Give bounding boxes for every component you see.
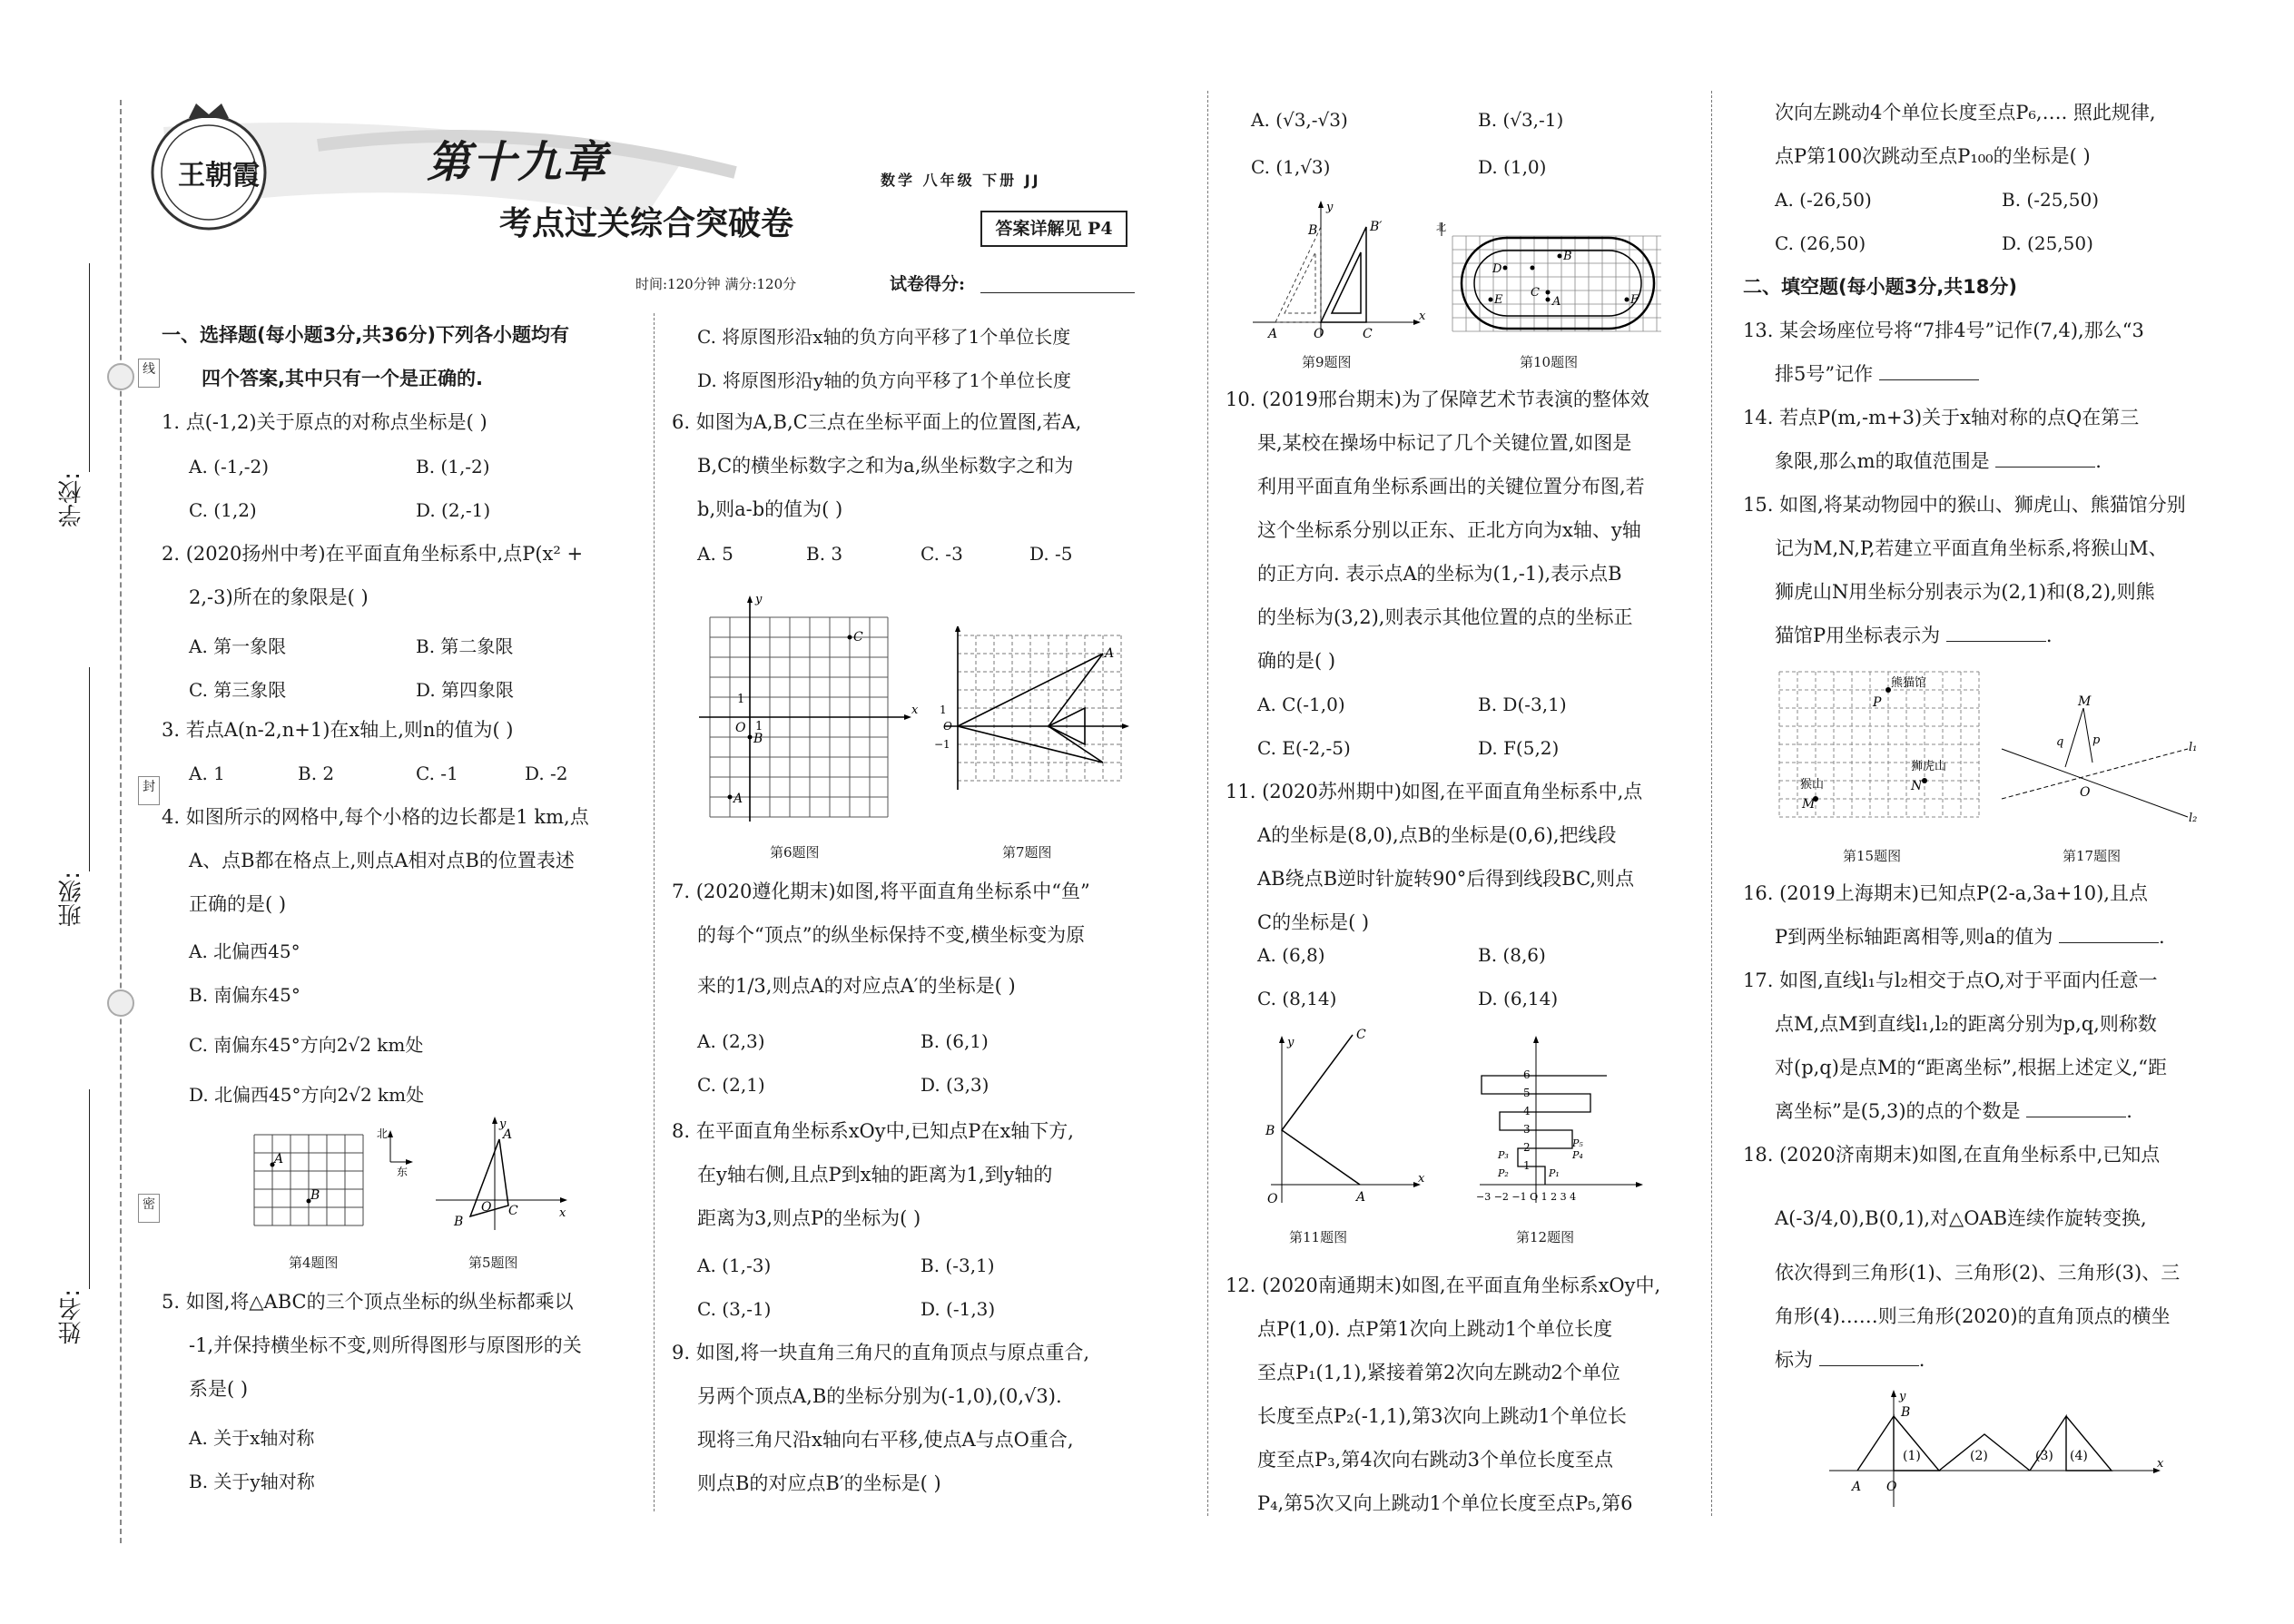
question-13: 13. 某会场座位号将“7排4号”记作(7,4),那么“3 <box>1743 320 2144 341</box>
question-9-cont: 现将三角尺沿x轴向右平移,使点A与点O重合, <box>697 1429 1074 1451</box>
caption-fig7: 第7题图 <box>1002 844 1052 861</box>
svg-text:(1): (1) <box>1903 1449 1921 1463</box>
question-10-cont: 的坐标为(3,2),则表示其他位置的点的坐标正 <box>1257 606 1633 628</box>
q9-option-c[interactable]: C. (1,√3) <box>1251 156 1331 178</box>
q8-option-a[interactable]: A. (1,-3) <box>697 1255 772 1276</box>
q3-option-a[interactable]: A. 1 <box>189 763 225 784</box>
q5-option-d[interactable]: D. 将原图形沿y轴的负方向平移了1个单位长度 <box>697 369 1072 391</box>
svg-text:O: O <box>735 721 746 735</box>
q4-option-b[interactable]: B. 南偏东45° <box>189 984 300 1006</box>
svg-text:4: 4 <box>1523 1105 1531 1117</box>
q2-option-c[interactable]: C. 第三象限 <box>189 679 287 701</box>
answer-blank-17[interactable] <box>2026 1100 2126 1117</box>
question-4-cont: A、点B都在格点上,则点A相对点B的位置表述 <box>189 850 575 871</box>
question-7: 7. (2020遵化期末)如图,将平面直角坐标系中“鱼” <box>672 881 1090 902</box>
svg-text:1: 1 <box>737 693 745 706</box>
chapter-title: 第十九章 <box>427 137 609 188</box>
time-info: 时间:120分钟 满分:120分 <box>635 276 797 292</box>
question-10-cont: 的正方向. 表示点A的坐标为(1,-1),表示点B <box>1257 563 1622 585</box>
question-6: 6. 如图为A,B,C三点在坐标平面上的位置图,若A, <box>672 411 1082 433</box>
svg-text:A: A <box>1105 646 1115 661</box>
figure-4 <box>250 1121 413 1239</box>
q5-option-b[interactable]: B. 关于y轴对称 <box>189 1471 315 1492</box>
q3-option-b[interactable]: B. 2 <box>298 763 335 784</box>
punch-hole <box>107 363 134 390</box>
question-12: 12. (2020南通期末)如图,在平面直角坐标系xOy中, <box>1226 1275 1661 1296</box>
svg-text:−1: −1 <box>934 738 950 751</box>
question-17-text: 离坐标”是(5,3)的点的个数是 <box>1775 1100 2021 1122</box>
punch-hole <box>107 989 134 1017</box>
svg-text:P₂: P₂ <box>1498 1167 1509 1179</box>
q1-option-a[interactable]: A. (-1,-2) <box>189 456 270 477</box>
q7-option-d[interactable]: D. (3,3) <box>921 1074 989 1096</box>
svg-text:A: A <box>733 792 743 806</box>
question-12-cont: 点P(1,0). 点P第1次向上跳动1个单位长度 <box>1257 1318 1613 1340</box>
q5-option-c[interactable]: C. 将原图形沿x轴的负方向平移了1个单位长度 <box>697 326 1071 348</box>
question-18-cont: 角形(4)……则三角形(2020)的直角顶点的横坐 <box>1775 1305 2171 1327</box>
class-field[interactable] <box>89 667 90 871</box>
svg-text:x: x <box>559 1206 566 1220</box>
answer-blank-18[interactable] <box>1819 1349 1919 1366</box>
q12-option-b[interactable]: B. (-25,50) <box>2002 189 2100 211</box>
question-10-cont: 利用平面直角坐标系画出的关键位置分布图,若 <box>1257 476 1645 497</box>
caption-fig10: 第10题图 <box>1520 354 1579 370</box>
svg-text:M: M <box>2078 694 2092 709</box>
svg-text:A: A <box>1268 327 1278 341</box>
question-18-cont: 标为 . <box>1775 1349 1925 1371</box>
svg-text:A: A <box>1852 1480 1862 1494</box>
q7-option-c[interactable]: C. (2,1) <box>697 1074 765 1096</box>
question-9-cont: 另两个顶点A,B的坐标分别为(-1,0),(0,√3). <box>697 1385 1062 1407</box>
question-17-cont: 对(p,q)是点M的“距离坐标”,根据上述定义,“距 <box>1775 1057 2168 1078</box>
name-label: 姓名: <box>58 1289 85 1344</box>
caption-fig15: 第15题图 <box>1843 848 1902 864</box>
q12-option-a[interactable]: A. (-26,50) <box>1775 189 1872 211</box>
q9-option-d[interactable]: D. (1,0) <box>1478 156 1547 178</box>
svg-text:北: 北 <box>377 1127 389 1140</box>
svg-text:p: p <box>2092 733 2101 747</box>
q10-option-a[interactable]: A. C(-1,0) <box>1257 694 1345 715</box>
q2-option-a[interactable]: A. 第一象限 <box>189 635 287 657</box>
question-2: 2. (2020扬州中考)在平面直角坐标系中,点P(x² + <box>162 543 584 565</box>
score-field[interactable] <box>980 292 1135 293</box>
q10-option-c[interactable]: C. E(-2,-5) <box>1257 737 1351 759</box>
q12-option-c[interactable]: C. (26,50) <box>1775 232 1866 254</box>
svg-text:P₅: P₅ <box>1572 1137 1583 1149</box>
svg-text:东: 东 <box>397 1166 409 1178</box>
q4-option-d[interactable]: D. 北偏西45°方向2√2 km处 <box>189 1084 425 1106</box>
question-8: 8. 在平面直角坐标系xOy中,已知点P在x轴下方, <box>672 1120 1074 1142</box>
caption-fig11: 第11题图 <box>1289 1229 1348 1245</box>
svg-text:B: B <box>454 1215 464 1229</box>
svg-text:D: D <box>1492 262 1502 276</box>
question-5-cont: 系是( ) <box>189 1378 249 1400</box>
caption-fig6: 第6题图 <box>770 844 820 861</box>
question-15-cont: 记为M,N,P,若建立平面直角坐标系,将猴山M、 <box>1775 537 2168 559</box>
svg-text:(4): (4) <box>2070 1449 2088 1463</box>
question-11-cont: A的坐标是(8,0),点B的坐标是(0,6),把线段 <box>1257 824 1617 846</box>
answer-blank-13[interactable] <box>1879 363 1979 380</box>
question-3: 3. 若点A(n-2,n+1)在x轴上,则n的值为( ) <box>162 719 514 741</box>
svg-text:y: y <box>499 1117 507 1131</box>
q7-option-a[interactable]: A. (2,3) <box>697 1030 765 1052</box>
q4-option-a[interactable]: A. 北偏西45° <box>189 940 300 962</box>
svg-text:x: x <box>1419 310 1426 323</box>
svg-text:1: 1 <box>755 720 763 733</box>
svg-text:A: A <box>1552 295 1561 309</box>
q12-option-d[interactable]: D. (25,50) <box>2002 232 2093 254</box>
svg-text:B: B <box>1265 1124 1275 1138</box>
question-14: 14. 若点P(m,-m+3)关于x轴对称的点Q在第三 <box>1743 407 2140 428</box>
q11-option-c[interactable]: C. (8,14) <box>1257 988 1337 1009</box>
svg-text:C: C <box>1531 286 1540 300</box>
section1-title: 一、选择题(每小题3分,共36分)下列各小题均有 <box>162 324 570 346</box>
question-5: 5. 如图,将△ABC的三个顶点坐标的纵坐标都乘以 <box>162 1291 574 1313</box>
question-10-cont: 这个坐标系分别以正东、正北方向为x轴、y轴 <box>1257 519 1641 541</box>
question-15-cont: 猫馆P用坐标表示为 . <box>1775 625 2053 646</box>
svg-text:q: q <box>2056 735 2064 749</box>
question-17: 17. 如图,直线l₁与l₂相交于点O,对于平面内任意一 <box>1743 969 2158 991</box>
question-10-cont: 果,某校在操场中标记了几个关键位置,如图是 <box>1257 432 1632 454</box>
column-divider <box>1207 91 1208 1516</box>
label-tiger-hill: 狮虎山 <box>1911 760 1947 773</box>
q1-option-c[interactable]: C. (1,2) <box>189 499 257 521</box>
question-12-cont: 长度至点P₂(-1,1),第3次向上跳动1个单位长 <box>1257 1405 1627 1427</box>
svg-text:N: N <box>1911 779 1923 793</box>
svg-text:O: O <box>481 1200 492 1215</box>
question-5-cont: -1,并保持横坐标不变,则所得图形与原图形的关 <box>189 1334 582 1356</box>
q11-option-a[interactable]: A. (6,8) <box>1257 944 1325 966</box>
logo-text: 王朝霞 <box>178 160 260 192</box>
svg-text:O: O <box>943 720 952 733</box>
svg-text:y: y <box>1287 1036 1295 1049</box>
question-4: 4. 如图所示的网格中,每个小格的边长都是1 km,点 <box>162 806 589 828</box>
svg-text:(2): (2) <box>1970 1449 1988 1463</box>
svg-text:P₁: P₁ <box>1549 1167 1560 1179</box>
svg-text:P: P <box>1873 695 1882 710</box>
q6-option-a[interactable]: A. 5 <box>697 543 733 565</box>
q8-option-b[interactable]: B. (-3,1) <box>921 1255 995 1276</box>
q1-option-d[interactable]: D. (2,-1) <box>416 499 491 521</box>
svg-text:−3 −2 −1 O 1 2 3 4: −3 −2 −1 O 1 2 3 4 <box>1476 1191 1577 1203</box>
svg-text:F: F <box>1630 293 1639 307</box>
label-monkey-hill: 猴山 <box>1800 778 1825 792</box>
question-12-cont: P₄,第5次又向上跳动1个单位长度至点P₅,第6 <box>1257 1492 1633 1514</box>
q5-option-a[interactable]: A. 关于x轴对称 <box>189 1427 315 1449</box>
svg-text:O: O <box>1886 1480 1897 1494</box>
question-16: 16. (2019上海期末)已知点P(2-a,3a+10),且点 <box>1743 882 2148 904</box>
svg-text:B: B <box>1563 250 1572 263</box>
answer-blank-15[interactable] <box>1946 625 2046 642</box>
question-10-cont: 确的是( ) <box>1257 650 1336 672</box>
svg-text:P₃: P₃ <box>1498 1149 1509 1161</box>
question-18: 18. (2020济南期末)如图,在直角坐标系中,已知点 <box>1743 1144 2161 1166</box>
svg-text:M: M <box>1802 797 1816 812</box>
figure-11 <box>1253 1026 1425 1207</box>
svg-text:O: O <box>1267 1192 1278 1206</box>
school-label: 学校: <box>58 472 85 527</box>
figure-10 <box>1434 218 1670 345</box>
svg-text:C: C <box>853 630 863 645</box>
answer-blank-16[interactable] <box>2059 926 2159 943</box>
column-divider <box>1711 91 1712 1516</box>
question-15: 15. 如图,将某动物园中的猴山、狮虎山、熊猫馆分别 <box>1743 494 2186 516</box>
question-8-cont: 距离为3,则点P的坐标为( ) <box>697 1207 921 1229</box>
name-field[interactable] <box>89 1089 90 1289</box>
caption-fig5: 第5题图 <box>468 1255 518 1271</box>
question-12-cont: 次向左跳动4个单位长度至点P₆,…. 照此规律, <box>1775 102 2156 123</box>
question-10: 10. (2019邢台期末)为了保障艺术节表演的整体效 <box>1226 389 1649 410</box>
q2-option-b[interactable]: B. 第二象限 <box>416 635 514 657</box>
svg-text:x: x <box>2157 1457 2164 1471</box>
q6-option-d[interactable]: D. -5 <box>1029 543 1073 565</box>
q10-option-b[interactable]: B. D(-3,1) <box>1478 694 1567 715</box>
q4-option-c[interactable]: C. 南偏东45°方向2√2 km处 <box>189 1034 424 1056</box>
question-12-cont: 度至点P₃,第4次向右跳动3个单位长度至点 <box>1257 1449 1613 1471</box>
q7-option-b[interactable]: B. (6,1) <box>921 1030 989 1052</box>
column-divider <box>654 313 655 1511</box>
q10-option-d[interactable]: D. F(5,2) <box>1478 737 1560 759</box>
svg-text:O: O <box>2080 785 2091 800</box>
question-6-cont: B,C的横坐标数字之和为a,纵坐标数字之和为 <box>697 455 1074 477</box>
figure-15 <box>1775 663 1984 835</box>
svg-text:P₄: P₄ <box>1572 1149 1583 1161</box>
svg-text:(3): (3) <box>2035 1449 2053 1463</box>
question-7-cont: 来的1/3,则点A的对应点A′的坐标是( ) <box>697 975 1016 997</box>
svg-text:O: O <box>1314 327 1324 341</box>
svg-text:B′: B′ <box>1370 220 1383 234</box>
svg-text:l₁: l₁ <box>2189 741 2198 754</box>
label-panda-house: 熊猫馆 <box>1891 676 1927 690</box>
svg-text:1: 1 <box>1523 1159 1531 1172</box>
score-label: 试卷得分: <box>890 274 966 294</box>
svg-text:y: y <box>1326 201 1334 214</box>
figure-9 <box>1248 200 1430 345</box>
svg-text:C: C <box>1363 327 1373 341</box>
figure-18 <box>1825 1389 2170 1516</box>
svg-text:A: A <box>1356 1190 1366 1205</box>
figure-6 <box>690 590 926 835</box>
question-18-cont: A(-3/4,0),B(0,1),对△OAB连续作旋转变换, <box>1775 1207 2147 1229</box>
question-7-cont: 的每个“顶点”的纵坐标保持不变,横坐标变为原 <box>697 924 1086 946</box>
question-12-cont: 至点P₁(1,1),紧接着第2次向左跳动2个单位 <box>1257 1362 1620 1383</box>
question-14-text: 象限,那么m的取值范围是 <box>1775 450 1990 472</box>
svg-text:6: 6 <box>1523 1068 1531 1081</box>
question-15-cont: 狮虎山N用坐标分别表示为(2,1)和(8,2),则熊 <box>1775 581 2155 603</box>
question-4-cont: 正确的是( ) <box>189 893 287 915</box>
question-18-text: 标为 <box>1775 1349 1813 1371</box>
question-16-text: P到两坐标轴距离相等,则a的值为 <box>1775 926 2053 948</box>
caption-fig12: 第12题图 <box>1516 1229 1575 1245</box>
svg-text:A: A <box>503 1127 513 1142</box>
question-11: 11. (2020苏州期中)如图,在平面直角坐标系中,点 <box>1226 781 1643 802</box>
q1-option-b[interactable]: B. (1,-2) <box>416 456 490 477</box>
svg-text:B: B <box>310 1188 320 1203</box>
svg-text:B: B <box>1901 1405 1911 1420</box>
svg-text:E: E <box>1494 293 1503 307</box>
q8-option-d[interactable]: D. (-1,3) <box>921 1298 996 1320</box>
svg-text:y: y <box>755 593 763 606</box>
svg-text:B: B <box>1308 223 1318 238</box>
svg-text:y: y <box>1899 1390 1906 1403</box>
q11-option-d[interactable]: D. (6,14) <box>1478 988 1559 1009</box>
question-15-text: 猫馆P用坐标表示为 <box>1775 625 1941 646</box>
q9-option-b[interactable]: B. (√3,-1) <box>1478 109 1564 131</box>
seal-char: 线 <box>138 359 160 388</box>
question-6-cont: b,则a-b的值为( ) <box>697 498 843 520</box>
question-18-cont: 依次得到三角形(1)、三角形(2)、三角形(3)、三 <box>1775 1262 2181 1284</box>
svg-text:C: C <box>1356 1028 1366 1042</box>
svg-text:A: A <box>274 1152 284 1166</box>
seal-char: 密 <box>138 1194 160 1223</box>
q3-option-c[interactable]: C. -1 <box>416 763 458 784</box>
q8-option-c[interactable]: C. (3,-1) <box>697 1298 772 1320</box>
svg-text:x: x <box>911 704 919 717</box>
svg-text:x: x <box>1418 1172 1425 1186</box>
q6-option-b[interactable]: B. 3 <box>806 543 843 565</box>
question-1: 1. 点(-1,2)关于原点的对称点坐标是( ) <box>162 411 487 433</box>
svg-text:北: 北 <box>1436 221 1446 233</box>
svg-text:C: C <box>508 1204 518 1218</box>
caption-fig4: 第4题图 <box>289 1255 339 1271</box>
question-9: 9. 如图,将一块直角三角尺的直角顶点与原点重合, <box>672 1342 1090 1363</box>
question-11-cont: C的坐标是( ) <box>1257 911 1370 933</box>
meta-tags: 数学 八年级 下册 JJ <box>881 172 1041 189</box>
svg-text:5: 5 <box>1523 1087 1531 1099</box>
svg-text:B: B <box>753 732 763 746</box>
q11-option-b[interactable]: B. (8,6) <box>1478 944 1546 966</box>
question-16-cont: P到两坐标轴距离相等,则a的值为 . <box>1775 926 2165 948</box>
question-17-cont: 离坐标”是(5,3)的点的个数是 . <box>1775 1100 2132 1122</box>
answer-blank-14[interactable] <box>1995 450 2095 468</box>
question-17-cont: 点M,点M到直线l₁,l₂的距离分别为p,q,则称数 <box>1775 1013 2157 1035</box>
figure-5 <box>427 1117 572 1235</box>
class-label: 班级: <box>58 871 85 927</box>
figure-12 <box>1471 1035 1652 1216</box>
q6-option-c[interactable]: C. -3 <box>921 543 963 565</box>
question-11-cont: AB绕点B逆时针旋转90°后得到线段BC,则点 <box>1257 868 1635 890</box>
caption-fig17: 第17题图 <box>2063 848 2122 864</box>
exam-subtitle: 考点过关综合突破卷 <box>499 204 794 242</box>
figure-7 <box>930 626 1135 799</box>
binding-dashed-line <box>120 100 122 1543</box>
question-12-cont: 点P第100次跳动至点P₁₀₀的坐标是( ) <box>1775 145 2091 167</box>
q9-option-a[interactable]: A. (√3,-√3) <box>1251 109 1348 131</box>
answer-ref-box: 答案详解见 P4 <box>980 211 1127 247</box>
section2-title: 二、填空题(每小题3分,共18分) <box>1743 276 2018 298</box>
q3-option-d[interactable]: D. -2 <box>525 763 568 784</box>
school-field[interactable] <box>89 263 90 472</box>
seal-char: 封 <box>138 776 160 805</box>
q2-option-d[interactable]: D. 第四象限 <box>416 679 515 701</box>
figure-17 <box>1993 694 2201 831</box>
question-13-text: 排5号”记作 <box>1775 363 1874 385</box>
question-13-cont <box>1775 352 1979 396</box>
section1-title-cont: 四个答案,其中只有一个是正确的. <box>202 368 483 389</box>
svg-text:2: 2 <box>1523 1141 1531 1154</box>
svg-text:3: 3 <box>1523 1123 1531 1136</box>
question-9-cont: 则点B的对应点B′的坐标是( ) <box>697 1472 941 1494</box>
caption-fig9: 第9题图 <box>1302 354 1352 370</box>
svg-text:l₂: l₂ <box>2189 812 2198 825</box>
svg-text:1: 1 <box>940 704 947 716</box>
question-8-cont: 在y轴右侧,且点P到x轴的距离为1,到y轴的 <box>697 1164 1053 1186</box>
question-14-cont: 象限,那么m的取值范围是 . <box>1775 450 2102 472</box>
question-2-cont: 2,-3)所在的象限是( ) <box>189 586 369 608</box>
